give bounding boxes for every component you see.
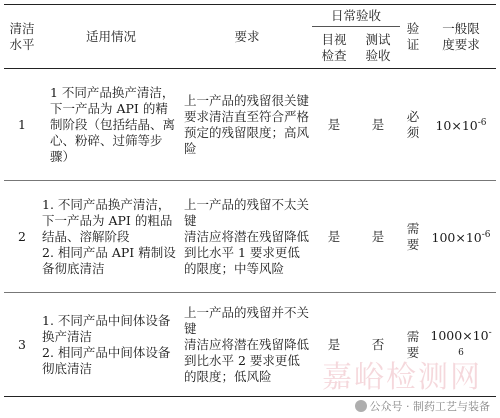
row-scenario: 1. 不同产品换产清洁，下一产品为 API 的粗品结晶、溶解阶段 2. 相同产品 API 精制设备彻底清洁 — [40, 181, 182, 293]
row-limit-base: 1000×10 — [430, 328, 489, 344]
row-limit-exp: -6 — [481, 229, 491, 240]
header-scenario: 适用情况 — [40, 5, 182, 69]
wechat-icon — [355, 400, 367, 412]
row-limit-base: 10×10 — [435, 118, 478, 134]
row-verification — [400, 181, 426, 293]
row-test: 否 — [356, 293, 400, 397]
row-limit-exp: -6 — [477, 117, 487, 128]
row-requirement: 上一产品的残留并不关键 清洁应将潜在残留降低到比水平 2 要求更低的限度；低风险 — [182, 293, 312, 397]
row-limit — [426, 69, 496, 181]
cleaning-level-table — [4, 4, 496, 397]
row-level: 1 — [4, 69, 40, 181]
header-visual-check-text: 目视检查 — [321, 31, 347, 63]
header-visual-check — [312, 27, 356, 69]
header-general-limit-text: 一般限度要求 — [442, 20, 480, 52]
row-level: 3 — [4, 293, 40, 397]
row-verification-text: 需要 — [406, 220, 420, 252]
row-visual: 是 — [312, 293, 356, 397]
row-limit-exp: -6 — [458, 328, 492, 358]
watermark-account-text: 公众号 · 制药工艺与装备 — [369, 400, 490, 413]
watermark-account — [355, 398, 491, 414]
header-verification-text: 验证 — [406, 20, 420, 52]
header-daily-acceptance: 日常验收 — [312, 5, 400, 27]
header-level-text: 清洁水平 — [9, 20, 35, 52]
row-scenario: 1. 不同产品中间体设备换产清洁 2. 相同产品中间体设备彻底清洁 — [40, 293, 182, 397]
header-level — [4, 5, 40, 69]
header-verification — [400, 5, 426, 69]
header-test-acceptance-text: 测试验收 — [365, 31, 391, 63]
row-limit-base: 100×10 — [431, 230, 482, 246]
header-general-limit — [426, 5, 496, 69]
header-requirement: 要求 — [182, 5, 312, 69]
row-test: 是 — [356, 181, 400, 293]
row-scenario: 1 不同产品换产清洁，下一产品为 API 的精制阶段（包括结晶、离心、粉碎、过筛等步骤） — [40, 69, 182, 181]
header-test-acceptance — [356, 27, 400, 69]
row-verification — [400, 69, 426, 181]
row-requirement: 上一产品的残留不太关键 清洁应将潜在残留降低到比水平 1 要求更低的限度；中等风险 — [182, 181, 312, 293]
row-test: 是 — [356, 69, 400, 181]
row-verification-text: 需要 — [406, 328, 420, 360]
row-visual: 是 — [312, 69, 356, 181]
row-verification-text: 必须 — [406, 108, 420, 140]
row-requirement: 上一产品的残留很关键 要求清洁直至符合严格预定的残留限度；高风险 — [182, 69, 312, 181]
table-row — [4, 181, 496, 293]
row-level: 2 — [4, 181, 40, 293]
table-row — [4, 69, 496, 181]
row-limit — [426, 181, 496, 293]
row-visual: 是 — [312, 181, 356, 293]
watermark-brand: 嘉峪检测网 — [322, 360, 482, 395]
